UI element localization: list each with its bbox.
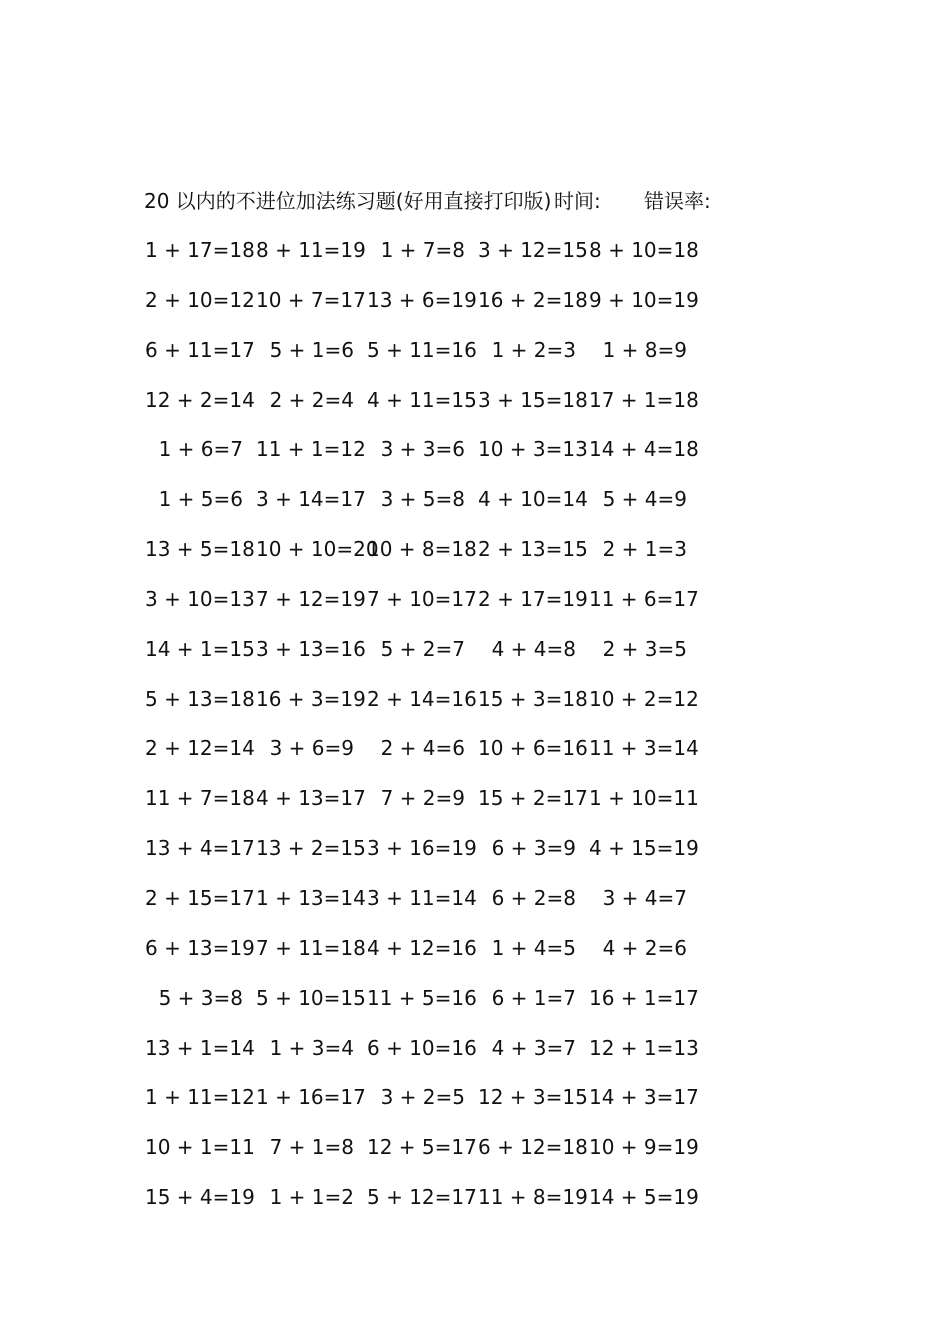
addition-problem: 5 + 4=9 bbox=[602, 487, 687, 512]
addition-problem: 16 + 1=17 bbox=[589, 985, 699, 1010]
addition-problem: 10 + 6=16 bbox=[478, 736, 588, 761]
problem-row bbox=[150, 984, 750, 1034]
addition-problem: 15 + 2=17 bbox=[478, 786, 588, 811]
addition-problem: 5 + 11=16 bbox=[367, 337, 477, 362]
addition-problem: 6 + 13=19 bbox=[145, 935, 255, 960]
addition-problem: 2 + 17=19 bbox=[478, 586, 588, 611]
addition-problem: 13 + 2=15 bbox=[256, 836, 366, 861]
addition-problem: 10 + 8=18 bbox=[367, 537, 477, 562]
addition-problem: 1 + 17=18 bbox=[145, 238, 255, 262]
addition-problem: 2 + 3=5 bbox=[602, 636, 687, 661]
addition-problem: 3 + 4=7 bbox=[602, 885, 687, 910]
addition-problem: 1 + 4=5 bbox=[491, 935, 576, 960]
addition-problem: 5 + 3=8 bbox=[158, 985, 243, 1010]
addition-problem: 6 + 1=7 bbox=[491, 985, 576, 1010]
addition-problem: 5 + 2=7 bbox=[380, 636, 465, 661]
problem-row bbox=[145, 685, 750, 735]
addition-problem: 7 + 2=9 bbox=[380, 786, 465, 811]
addition-problem: 6 + 3=9 bbox=[491, 836, 576, 861]
addition-problem: 1 + 3=4 bbox=[269, 1035, 354, 1060]
addition-problem: 1 + 7=8 bbox=[380, 238, 465, 262]
addition-problem: 5 + 10=15 bbox=[256, 985, 366, 1010]
addition-problem: 10 + 7=17 bbox=[256, 287, 366, 312]
addition-problem: 11 + 8=19 bbox=[478, 1185, 588, 1210]
addition-problem: 1 + 8=9 bbox=[602, 337, 687, 362]
addition-problem: 4 + 11=15 bbox=[367, 387, 477, 412]
problem-row bbox=[145, 934, 750, 984]
worksheet-title: 20 以内的不进位加法练习题(好用直接打印版) bbox=[144, 189, 552, 213]
addition-problem: 2 + 10=12 bbox=[145, 287, 255, 312]
addition-problem: 8 + 10=18 bbox=[589, 238, 699, 262]
addition-problem: 14 + 1=15 bbox=[145, 636, 255, 661]
addition-problem: 3 + 14=17 bbox=[256, 487, 366, 512]
problem-row bbox=[145, 535, 750, 585]
addition-problem: 9 + 10=19 bbox=[589, 287, 699, 312]
addition-problem: 13 + 6=19 bbox=[367, 287, 477, 312]
addition-problem: 1 + 13=14 bbox=[256, 885, 366, 910]
addition-problem: 10 + 3=13 bbox=[478, 437, 588, 462]
addition-problem: 3 + 13=16 bbox=[256, 636, 366, 661]
problem-row bbox=[150, 485, 750, 535]
problem-row bbox=[150, 435, 750, 485]
addition-problem: 6 + 12=18 bbox=[478, 1135, 588, 1160]
problem-row bbox=[145, 1183, 750, 1233]
addition-problem: 7 + 11=18 bbox=[256, 935, 366, 960]
addition-problem: 3 + 5=8 bbox=[380, 487, 465, 512]
addition-problem: 15 + 4=19 bbox=[145, 1185, 255, 1210]
addition-problem: 14 + 3=17 bbox=[589, 1085, 699, 1110]
addition-problem: 4 + 2=6 bbox=[602, 935, 687, 960]
addition-problem: 16 + 3=19 bbox=[256, 686, 366, 711]
addition-problem: 3 + 15=18 bbox=[478, 387, 588, 412]
addition-problem: 15 + 3=18 bbox=[478, 686, 588, 711]
addition-problem: 1 + 11=12 bbox=[145, 1085, 255, 1110]
problem-row bbox=[145, 286, 750, 336]
addition-problem: 11 + 5=16 bbox=[367, 985, 477, 1010]
addition-problem: 5 + 12=17 bbox=[367, 1185, 477, 1210]
addition-problem: 7 + 10=17 bbox=[367, 586, 477, 611]
addition-problem: 4 + 4=8 bbox=[491, 636, 576, 661]
addition-problem: 6 + 10=16 bbox=[367, 1035, 477, 1060]
addition-problem: 1 + 2=3 bbox=[491, 337, 576, 362]
problem-row bbox=[145, 734, 750, 784]
addition-problem: 16 + 2=18 bbox=[478, 287, 588, 312]
addition-problem: 3 + 16=19 bbox=[367, 836, 477, 861]
addition-problem: 7 + 1=8 bbox=[269, 1135, 354, 1160]
problem-row bbox=[145, 1034, 750, 1084]
addition-problem: 2 + 2=4 bbox=[269, 387, 354, 412]
addition-problem: 17 + 1=18 bbox=[589, 387, 699, 412]
addition-problem: 11 + 1=12 bbox=[256, 437, 366, 462]
addition-problem: 1 + 10=11 bbox=[589, 786, 699, 811]
addition-problem: 12 + 3=15 bbox=[478, 1085, 588, 1110]
problem-row bbox=[145, 336, 750, 386]
addition-problem: 11 + 7=18 bbox=[145, 786, 255, 811]
addition-problem: 13 + 1=14 bbox=[145, 1035, 255, 1060]
addition-problem: 5 + 1=6 bbox=[269, 337, 354, 362]
addition-problem: 10 + 10=20 bbox=[256, 537, 379, 562]
addition-problem: 3 + 11=14 bbox=[367, 885, 477, 910]
addition-problem: 2 + 1=3 bbox=[602, 537, 687, 562]
time-label: 时间: bbox=[554, 189, 601, 213]
addition-problem: 2 + 15=17 bbox=[145, 885, 255, 910]
addition-problem: 10 + 9=19 bbox=[589, 1135, 699, 1160]
addition-problem: 11 + 3=14 bbox=[589, 736, 699, 761]
addition-problem: 13 + 4=17 bbox=[145, 836, 255, 861]
addition-problem: 2 + 13=15 bbox=[478, 537, 588, 562]
addition-problem: 4 + 10=14 bbox=[478, 487, 588, 512]
addition-problem: 8 + 11=19 bbox=[256, 238, 366, 262]
problem-row bbox=[145, 635, 750, 685]
addition-problem: 2 + 12=14 bbox=[145, 736, 255, 761]
addition-problem: 6 + 11=17 bbox=[145, 337, 255, 362]
addition-problem: 1 + 1=2 bbox=[269, 1185, 354, 1210]
addition-problem: 3 + 12=15 bbox=[478, 238, 588, 262]
addition-problem: 12 + 2=14 bbox=[145, 387, 255, 412]
addition-problem: 10 + 1=11 bbox=[145, 1135, 255, 1160]
addition-problem: 10 + 2=12 bbox=[589, 686, 699, 711]
addition-problem: 4 + 15=19 bbox=[589, 836, 699, 861]
problem-row bbox=[145, 784, 750, 834]
addition-problem: 12 + 1=13 bbox=[589, 1035, 699, 1060]
problem-row bbox=[145, 884, 750, 934]
addition-problem: 3 + 2=5 bbox=[380, 1085, 465, 1110]
addition-problem: 4 + 12=16 bbox=[367, 935, 477, 960]
problem-row bbox=[145, 585, 750, 635]
addition-problem: 7 + 12=19 bbox=[256, 586, 366, 611]
problem-row bbox=[145, 236, 750, 286]
addition-problem: 1 + 6=7 bbox=[158, 437, 243, 462]
addition-problem: 14 + 5=19 bbox=[589, 1185, 699, 1210]
problem-row bbox=[145, 834, 750, 884]
error-rate-label: 错误率: bbox=[644, 189, 711, 213]
problem-grid bbox=[145, 236, 750, 1233]
addition-problem: 3 + 10=13 bbox=[145, 586, 255, 611]
addition-problem: 2 + 14=16 bbox=[367, 686, 477, 711]
addition-problem: 1 + 5=6 bbox=[158, 487, 243, 512]
worksheet-header bbox=[144, 186, 844, 216]
addition-problem: 6 + 2=8 bbox=[491, 885, 576, 910]
addition-problem: 1 + 16=17 bbox=[256, 1085, 366, 1110]
addition-problem: 13 + 5=18 bbox=[145, 537, 255, 562]
problem-row bbox=[145, 386, 750, 436]
problem-row bbox=[145, 1083, 750, 1133]
problem-row bbox=[145, 1133, 750, 1183]
addition-problem: 4 + 3=7 bbox=[491, 1035, 576, 1060]
addition-problem: 12 + 5=17 bbox=[367, 1135, 477, 1160]
addition-problem: 3 + 3=6 bbox=[380, 437, 465, 462]
addition-problem: 5 + 13=18 bbox=[145, 686, 255, 711]
addition-problem: 3 + 6=9 bbox=[269, 736, 354, 761]
addition-problem: 11 + 6=17 bbox=[589, 586, 699, 611]
addition-problem: 4 + 13=17 bbox=[256, 786, 366, 811]
addition-problem: 2 + 4=6 bbox=[380, 736, 465, 761]
addition-problem: 14 + 4=18 bbox=[589, 437, 699, 462]
